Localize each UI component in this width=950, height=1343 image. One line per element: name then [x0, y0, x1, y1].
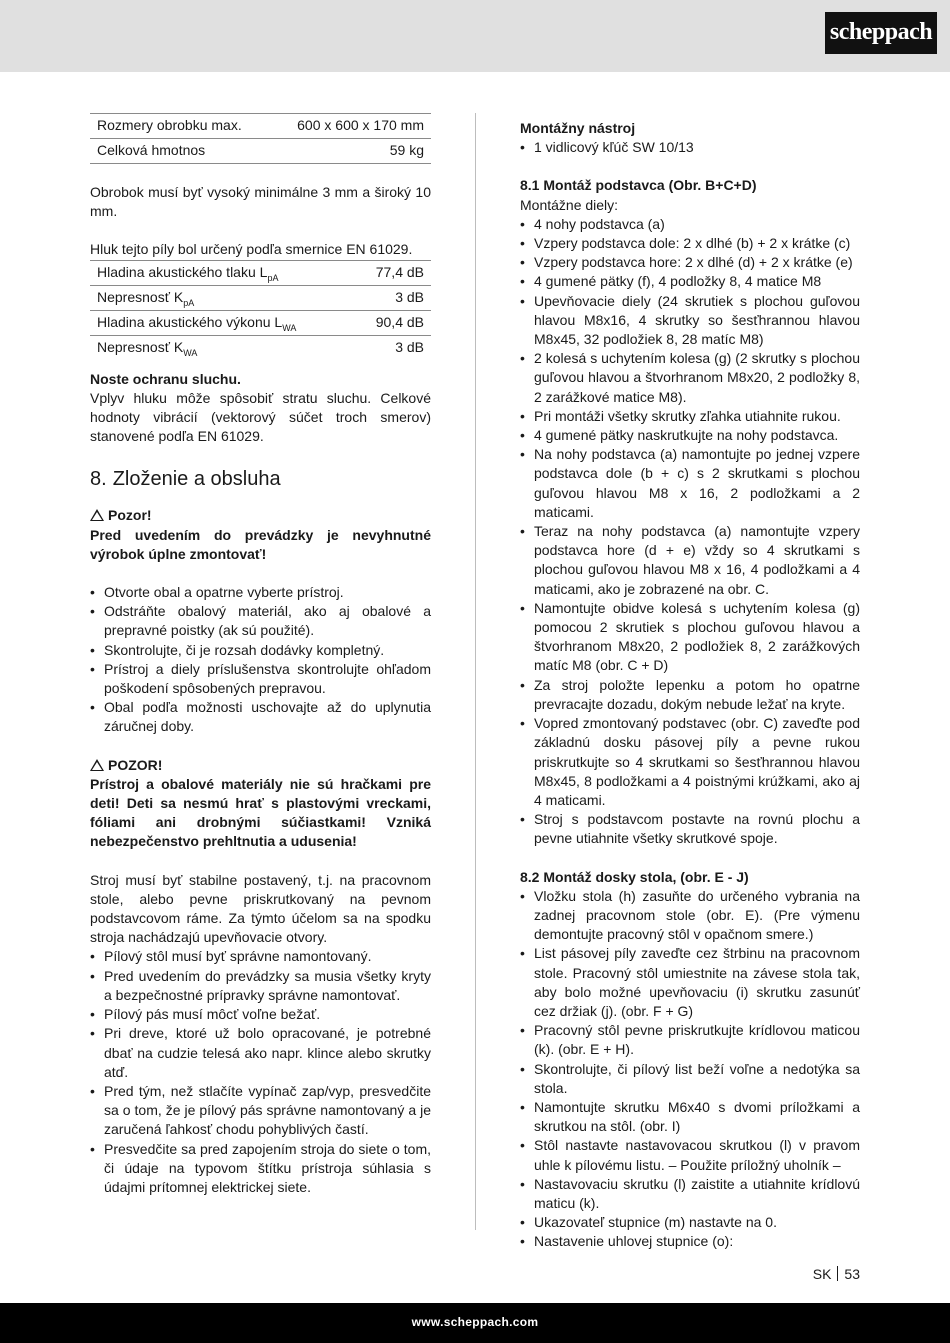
checks-list — [90, 947, 431, 1197]
list-item: • Na nohy podstavca (a) namontujte po jednej vzpere podstavca dole (b + c) s 2 skrutkami s plochou guľovou hlavou M8 x 16, 2 podložkami a 2 maticami. — [520, 445, 860, 522]
table-row — [90, 310, 431, 335]
section-title: Zloženie a obsluha — [112, 468, 281, 491]
header-bar — [0, 0, 950, 72]
list-item: • Namontujte obidve kolesá s uchytením kolesa (g) pomocou 2 skrutiek s plochou guľovou hlavou a štvorhranom M8x20, 2 podložiek 8, 2 zarážkových matíc M8 (obr. C + D) — [520, 599, 860, 676]
list-item: • Odstráňte obalový materiál, ako aj obalové a prepravné poistky (ak sú použité). — [90, 602, 431, 640]
noise-label: Nepresnosť $K_{WA}$ — [97, 339, 198, 358]
section-8-2-list — [520, 887, 860, 1252]
list-item: • 2 kolesá s uchytením kolesa (g) (2 skrutky s plochou guľovou hlavou a štvorhranom M8x20, 2 podložky 8, 2 zarážkové matice M8). — [520, 349, 860, 407]
warning-2-title: POZOR! — [90, 756, 431, 775]
table-row — [90, 114, 431, 139]
footer-url[interactable]: www.scheppach.com — [411, 1315, 539, 1330]
table-row — [90, 335, 431, 360]
table-row — [90, 285, 431, 310]
spec-label: Rozmery obrobku max. — [90, 114, 271, 139]
list-item: • Otvorte obal a opatrne vyberte prístroj. — [90, 583, 431, 602]
column-divider — [475, 113, 476, 1230]
unpack-list — [90, 583, 431, 737]
list-item: • Obal podľa možnosti uschovajte až do uplynutia záručnej doby. — [90, 698, 431, 736]
list-item: • List pásovej píly zaveďte cez štrbinu na pracovnom stole. Pracovný stôl umiestnite na závese stola tak, aby bolo možné upevňovaciu (i) skrutku zasunúť cez držiak (j). (obr. F + G) — [520, 944, 860, 1021]
list-item: • Pílový pás musí môcť voľne bežať. — [90, 1005, 431, 1024]
list-item: • Pílový stôl musí byť správne namontovaný. — [90, 947, 431, 966]
list-item: • Ukazovateľ stupnice (m) nastavte na 0. — [520, 1213, 860, 1232]
list-item: • Za stroj položte lepenku a potom ho opatrne prevracajte dozadu, dokým nebude ležať na kryte. — [520, 676, 860, 714]
list-item: • Presvedčite sa pred zapojením stroja do siete o tom, či údaje na typovom štítku prístroja súhlasia s údajmi prítomnej elektrickej siete. — [90, 1140, 431, 1198]
spec-value: 600 x 600 x 170 mm — [271, 114, 431, 139]
scheppach-logo: scheppach — [825, 12, 937, 54]
list-item: • Teraz na nohy podstavca (a) namontujte vzpery podstavca hore (d + e) vždy so 4 skrutkami s plochou guľovou hlavou M8 x 16, 4 podložkami a 4 maticami, ako je zobrazené na obr. C. — [520, 522, 860, 599]
left-column — [90, 113, 431, 1197]
list-item: • Vložku stola (h) zasuňte do určeného vybrania na zadnej pracovnom stole (obr. E). (Pre výmenu demontujte pracovný stôl v opačnom smere.) — [520, 887, 860, 945]
hearing-protection-title: Noste ochranu sluchu. — [90, 370, 241, 387]
noise-label: Nepresnosť $K_{pA}$ — [90, 285, 354, 310]
warning-2-text: Prístroj a obalové materiály nie sú hračkami pre deti! Deti sa nesmú hrať s plastovými vreckami, fóliami ani drobnými súčiastkami! Vzniká nebezpečenstvo prehltnutia a udusenia! — [90, 775, 431, 850]
list-item: • 1 vidlicový kľúč SW 10/13 — [520, 138, 860, 157]
list-item: • Skontrolujte, či je rozsah dodávky kompletný. — [90, 641, 431, 660]
warning-triangle-icon — [90, 759, 104, 771]
section-8-2-title: 8.2 Montáž dosky stola, (obr. E - J) — [520, 868, 749, 885]
noise-label: Hladina akustického tlaku $L_{pA}$ — [90, 260, 354, 285]
list-item: • 4 nohy podstavca (a) — [520, 215, 860, 234]
parts-label: Montážne diely: — [520, 196, 619, 213]
list-item: • Upevňovacie diely (24 skrutiek s plochou guľovou hlavou M8x16, 4 skrutky so šesťhrannou hlavou M8x45, 32 podložiek 8, 28 matíc M8) — [520, 292, 860, 350]
list-item: • Pred tým, než stlačíte vypínač zap/vyp, presvedčite sa o tom, že je pílový pás správne namontovaný a je zaručená ľahkosť chodu pohyblivých častí. — [90, 1082, 431, 1140]
section-number: 8. — [90, 468, 107, 491]
noise-label: Hladina akustického výkonu $L_{WA}$ — [90, 310, 354, 335]
list-item: • Pri dreve, ktoré už bolo opracované, je potrebné dbať na cudzie telesá ako napr. klince alebo skrutky atď. — [90, 1024, 431, 1082]
stability-text: Stroj musí byť stabilne postavený, t.j. na pracovnom stole, alebo pevne priskrutkovaný na pevnom podstavcovom ráme. Za týmto účelom sa na spodku stroja nachádzajú upevňovacie otvory. — [90, 871, 431, 946]
list-item: • Vzpery podstavca dole: 2 x dlhé (b) + 2 x krátke (c) — [520, 234, 860, 253]
tool-title: Montážny nástroj — [520, 120, 636, 136]
list-item: • Nastavenie uhlovej stupnice (o): — [520, 1232, 860, 1251]
noise-value: 3 dB — [354, 285, 431, 310]
workpiece-size-note: Obrobok musí byť vysoký minimálne 3 mm a široký 10 mm. — [90, 184, 431, 220]
list-item: • Pred uvedením do prevádzky sa musia všetky kryty a bezpečnostné prípravky správne namontovať. — [90, 967, 431, 1005]
hearing-protection-text: Vplyv hluku môže spôsobiť stratu sluchu. Celkové hodnoty vibrácií (vektorový súčet troch smerov) stanovené podľa EN 61029. — [90, 389, 431, 445]
right-column — [520, 119, 860, 1252]
list-item: • 4 gumené pätky (f), 4 podložky 8, 4 matice M8 — [520, 272, 860, 291]
section-8-1-title: 8.1 Montáž podstavca (Obr. B+C+D) — [520, 177, 757, 194]
noise-value: 3 dB — [395, 339, 424, 355]
warning-1-text: Pred uvedením do prevádzky je nevyhnutné výrobok úplne zmontovať! — [90, 526, 431, 562]
list-item: • Nastavovaciu skrutku (l) zaistite a utiahnite krídlovú maticu (k). — [520, 1175, 860, 1213]
footer-bar — [0, 1303, 950, 1343]
list-item: • Skontrolujte, či pílový list beží voľne a nedotýka sa stola. — [520, 1060, 860, 1098]
list-item: • Pri montáži všetky skrutky zľahka utiahnite rukou. — [520, 407, 860, 426]
list-item: • Namontujte skrutku M6x40 s dvomi príložkami a skrutkou na stôl. (obr. I) — [520, 1098, 860, 1136]
spec-value: 59 kg — [271, 139, 431, 164]
table-row — [90, 139, 431, 164]
list-item: • Pracovný stôl pevne priskrutkujte krídlovou maticou (k). (obr. E + H). — [520, 1021, 860, 1059]
table-row — [90, 260, 431, 285]
list-item: • 4 gumené pätky naskrutkujte na nohy podstavca. — [520, 426, 860, 445]
warning-1-title: Pozor! — [90, 506, 431, 525]
section-8-1-list — [520, 215, 860, 849]
page-number: SK 53 — [812, 1266, 860, 1282]
tool-list — [520, 138, 860, 157]
noise-table — [90, 260, 431, 360]
dimensions-table — [90, 113, 431, 164]
noise-value: 77,4 dB — [354, 260, 431, 285]
list-item: • Vzpery podstavca hore: 2 x dlhé (d) + 2 x krátke (e) — [520, 253, 860, 272]
noise-value: 90,4 dB — [354, 310, 431, 335]
warning-triangle-icon — [90, 509, 104, 521]
list-item: • Stôl nastavte nastavovacou skrutkou (l) v pravom uhle k pílovému listu. – Použite príložný uholník – — [520, 1136, 860, 1174]
spec-label: Celková hmotnos — [90, 139, 271, 164]
list-item: • Stroj s podstavcom postavte na rovnú plochu a pevne utiahnite všetky skrutkové spoje. — [520, 810, 860, 848]
noise-standard-note: Hluk tejto píly bol určený podľa smernice EN 61029. — [90, 241, 413, 258]
list-item: • Vopred zmontovaný podstavec (obr. C) zaveďte pod základnú dosku pásovej píly a pevne rukou priskrutkujte so 4 skrutkami so šesťhrannou hlavou M8x45, 8 podložkami a 4 poistnými krúžkami, ako aj 4 maticami. — [520, 714, 860, 810]
section-heading — [90, 466, 431, 492]
list-item: • Prístroj a diely príslušenstva skontrolujte ohľadom poškodení spôsobených prepravou. — [90, 660, 431, 698]
